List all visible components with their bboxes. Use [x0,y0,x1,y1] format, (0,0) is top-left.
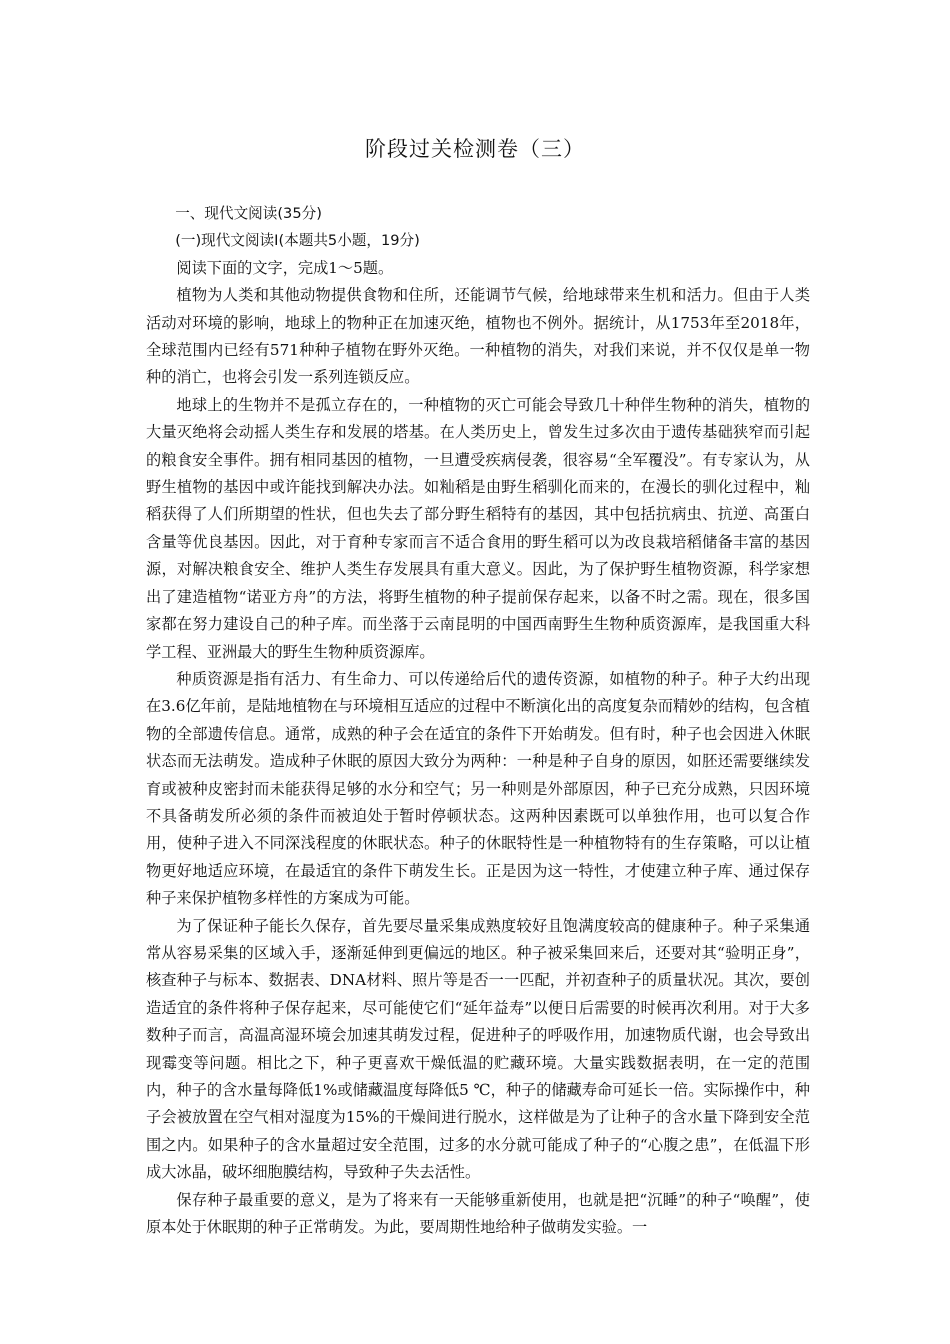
paragraph-4: 为了保证种子能长久保存，首先要尽量采集成熟度较好且饱满度较高的健康种子。种子采集通常从容易采集的区域入手，逐渐延伸到更偏远的地区。种子被采集回来后，还要对其“验明正身”，核查种子与标本、数据表、DNA材料、照片等是否一一匹配，并初查种子的质量状况。其次，要创造适宜的条件将种子保存起来，尽可能使它们“延年益寿”以便日后需要的时候再次利用。对于大多数种子而言，高温高湿环境会加速其萌发过程，促进种子的呼吸作用，加速物质代谢，也会导致出现霉变等问题。相比之下，种子更喜欢干燥低温的贮藏环境。大量实践数据表明，在一定的范围内，种子的含水量每降低1%或储藏温度每降低5 ℃，种子的储藏寿命可延长一倍。实际操作中，种子会被放置在空气相对湿度为15%的干燥间进行脱水，这样做是为了让种子的含水量下降到安全范围之内。如果种子的含水量超过安全范围，过多的水分就可能成了种子的“心腹之患”，在低温下形成大冰晶，破坏细胞膜结构，导致种子失去活性。 [146,916,810,1182]
reading-instruction: 阅读下面的文字，完成1～5题。 [176,258,394,277]
paragraph-5: 保存种子最重要的意义，是为了将来有一天能够重新使用，也就是把“沉睡”的种子“唤醒”，使原本处于休眠期的种子正常萌发。为此，要周期性地给种子做萌发实验。一 [146,1190,810,1237]
document-body [146,200,810,1241]
paragraph-2: 地球上的生物并不是孤立存在的，一种植物的灭亡可能会导致几十种伴生物种的消失，植物的大量灭绝将会动摇人类生存和发展的塔基。在人类历史上，曾发生过多次由于遗传基础狭窄而引起的粮食安全事件。拥有相同基因的植物，一旦遭受疾病侵袭，很容易“全军覆没”。有专家认为，从野生植物的基因中或许能找到解决办法。如籼稻是由野生稻驯化而来的，在漫长的驯化过程中，籼稻获得了人们所期望的性状，但也失去了部分野生稻特有的基因，其中包括抗病虫、抗逆、高蛋白含量等优良基因。因此，对于育种专家而言不适合食用的野生稻可以为改良栽培稻储备丰富的基因源，对解决粮食安全、维护人类生存发展具有重大意义。因此，为了保护野生植物资源，科学家想出了建造植物“诺亚方舟”的方法，将野生植物的种子提前保存起来，以备不时之需。现在，很多国家都在努力建设自己的种子库。而坐落于云南昆明的中国西南野生生物种质资源库，是我国重大科学工程、亚洲最大的野生生物种质资源库。 [146,395,810,661]
document-title: 阶段过关检测卷（三） [365,137,585,161]
subsection-heading: (一)现代文阅读Ⅰ(本题共5小题，19分) [175,232,420,250]
section-heading: 一、现代文阅读(35分) [175,205,322,222]
paragraph-3: 种质资源是指有活力、有生命力、可以传递给后代的遗传资源，如植物的种子。种子大约出现在3.6亿年前，是陆地植物在与环境相互适应的过程中不断演化出的高度复杂而精妙的结构，包含植物的全部遗传信息。通常，成熟的种子会在适宜的条件下开始萌发。但有时，种子也会因进入休眠状态而无法萌发。造成种子休眠的原因大致分为两种：一种是种子自身的原因，如胚还需要继续发育或被种皮密封而未能获得足够的水分和空气；另一种则是外部原因，种子已充分成熟，只因环境不具备萌发所必须的条件而被迫处于暂时停顿状态。这两种因素既可以单独作用，也可以复合作用，使种子进入不同深浅程度的休眠状态。种子的休眠特性是一种植物特有的生存策略，可以让植物更好地适应环境，在最适宜的条件下萌发生长。正是因为这一特性，才使建立种子库、通过保存种子来保护植物多样性的方案成为可能。 [146,669,810,908]
paragraph-1: 植物为人类和其他动物提供食物和住所，还能调节气候，给地球带来生机和活力。但由于人类活动对环境的影响，地球上的物种正在加速灭绝，植物也不例外。据统计，从1753年至2018年，全球范围内已经有571种种子植物在野外灭绝。一种植物的消失，对我们来说，并不仅仅是单一物种的消亡，也将会引发一系列连锁反应。 [146,286,810,387]
